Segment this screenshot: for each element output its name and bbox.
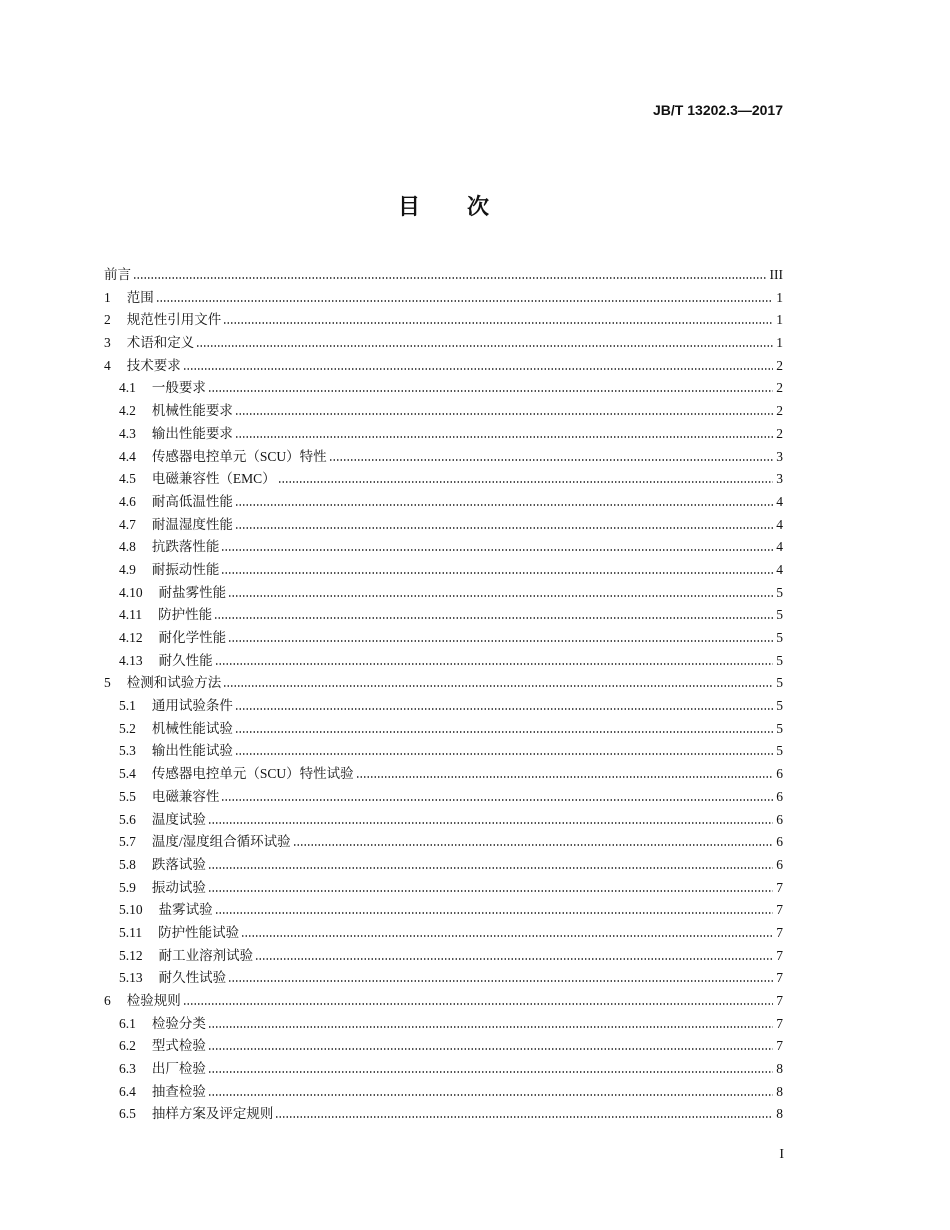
toc-entry-title: 前言 <box>104 267 131 282</box>
toc-entry-number: 6.3 <box>119 1061 136 1077</box>
toc-dot-leader <box>208 822 773 824</box>
toc-entry-title: 检验规则 <box>126 993 181 1008</box>
toc-entry-number: 4.11 <box>119 607 143 623</box>
toc-entry <box>104 967 783 990</box>
toc-dot-leader <box>208 1071 773 1073</box>
toc-entry <box>104 536 783 559</box>
toc-entry-title: 输出性能要求 <box>151 425 233 441</box>
toc-dot-leader <box>329 459 774 461</box>
toc-entry-page: 5 <box>776 698 783 714</box>
toc-entry-number: 4.9 <box>119 561 136 577</box>
toc-entry-title: 出厂检验 <box>151 1061 206 1077</box>
toc-entry-title: 输出性能试验 <box>151 743 233 759</box>
toc-entry <box>104 309 783 332</box>
toc-entry-page: 8 <box>776 1106 783 1122</box>
toc-dot-leader <box>215 663 774 665</box>
toc-entry-number: 1 <box>104 289 111 305</box>
toc-entry-number: 3 <box>104 335 111 351</box>
toc-dot-leader <box>356 776 774 778</box>
toc-entry-page: 7 <box>776 947 783 963</box>
toc-dot-leader <box>228 595 773 597</box>
toc-entry-title: 技术要求 <box>126 357 181 373</box>
toc-entry <box>104 786 783 809</box>
toc-entry-number: 6.5 <box>119 1106 136 1122</box>
toc-entry-number: 4.7 <box>119 516 136 532</box>
toc-entry-page: 4 <box>776 516 783 532</box>
toc-dot-leader <box>208 1048 773 1050</box>
toc-entry-number: 4 <box>104 357 111 373</box>
toc-entry-number: 5.2 <box>119 720 136 736</box>
toc-entry-number: 6 <box>104 993 111 1008</box>
toc-entry <box>104 809 783 832</box>
toc-entry-number: 4.10 <box>119 584 143 600</box>
toc-dot-leader <box>208 390 773 392</box>
toc-dot-leader <box>255 958 773 960</box>
toc-entry-page: 4 <box>776 561 783 577</box>
toc-entry-title: 传感器电控单元（SCU）特性试验 <box>151 766 354 782</box>
page-title-char-2: 次 <box>467 195 490 220</box>
toc-entry <box>104 582 783 605</box>
toc-dot-leader <box>221 799 773 801</box>
toc-entry-number: 5.1 <box>119 698 136 714</box>
toc-dot-leader <box>214 617 773 619</box>
toc-dot-leader <box>208 890 773 892</box>
toc-entry-page: 5 <box>776 607 783 623</box>
toc-entry-number: 4.6 <box>119 493 136 509</box>
toc-entry-number: 5.8 <box>119 856 136 872</box>
toc-entry-page: 4 <box>776 493 783 509</box>
toc-entry-title: 耐盐雾性能 <box>158 584 227 600</box>
toc-entry <box>104 695 783 718</box>
toc-entry-number: 4.4 <box>119 448 136 464</box>
toc-entry <box>104 468 783 491</box>
toc-entry <box>104 740 783 763</box>
toc-entry <box>104 627 783 650</box>
toc-entry <box>104 423 783 446</box>
toc-entry-title: 电磁兼容性（EMC） <box>151 471 276 487</box>
toc-entry-title: 通用试验条件 <box>151 698 233 714</box>
toc-dot-leader <box>221 572 773 574</box>
toc-entry-page: 5 <box>776 630 783 645</box>
toc-entry-number: 4.2 <box>119 403 136 419</box>
toc-entry-title: 术语和定义 <box>126 335 195 351</box>
toc-entry-number: 6.2 <box>119 1038 136 1054</box>
toc-entry-number: 5.9 <box>119 879 136 895</box>
toc-entry <box>104 922 783 945</box>
toc-entry-number: 5 <box>104 675 111 691</box>
toc-entry <box>104 899 783 922</box>
toc-entry-number: 5.13 <box>119 970 143 986</box>
toc-entry-number: 5.12 <box>119 947 143 963</box>
toc-entry-title: 耐高低温性能 <box>151 493 233 509</box>
toc-entry <box>104 763 783 786</box>
toc-entry-page: 2 <box>776 403 783 419</box>
toc-entry <box>104 332 783 355</box>
toc-entry <box>104 650 783 673</box>
toc-entry-title: 一般要求 <box>151 380 206 396</box>
toc-entry-title: 跌落试验 <box>151 856 206 872</box>
toc-entry <box>104 264 783 287</box>
toc-entry <box>104 377 783 400</box>
toc-entry-title: 抽查检验 <box>151 1083 206 1099</box>
toc-entry-title: 盐雾试验 <box>158 902 213 918</box>
toc-entry <box>104 672 783 695</box>
toc-entry-page: 8 <box>776 1083 783 1099</box>
toc-entry-page: 2 <box>776 425 783 441</box>
toc-entry-page: 1 <box>776 289 783 305</box>
toc-entry-title: 振动试验 <box>151 879 206 895</box>
toc-dot-leader <box>235 753 773 755</box>
standard-code: JB/T 13202.3—2017 <box>653 102 783 118</box>
toc-entry <box>104 990 783 1013</box>
page-title <box>104 194 783 222</box>
toc-entry-number: 5.5 <box>119 788 136 804</box>
toc-entry-number: 5.4 <box>119 766 136 782</box>
toc-entry-title: 温度/湿度组合循环试验 <box>151 834 291 850</box>
toc-dot-leader <box>235 413 773 415</box>
toc-entry-number: 5.7 <box>119 834 136 850</box>
toc-entry <box>104 491 783 514</box>
toc-dot-leader <box>196 345 773 347</box>
toc-dot-leader <box>208 867 773 869</box>
toc-entry-title: 耐久性试验 <box>158 970 227 986</box>
toc-entry-number: 5.6 <box>119 811 136 827</box>
page-title-char-1: 目 <box>397 195 420 220</box>
toc-entry-page: 5 <box>776 720 783 736</box>
toc-dot-leader <box>228 980 773 982</box>
toc-entry <box>104 604 783 627</box>
toc-entry <box>104 854 783 877</box>
toc-entry-number: 4.8 <box>119 539 136 555</box>
toc-entry-page: 1 <box>776 335 783 351</box>
toc-dot-leader <box>235 436 773 438</box>
toc-entry-number: 4.3 <box>119 425 136 441</box>
toc-dot-leader <box>228 640 773 642</box>
toc-dot-leader <box>241 935 773 937</box>
toc-entry-title: 型式检验 <box>151 1038 206 1054</box>
toc-entry-page: 5 <box>776 675 783 691</box>
toc-dot-leader <box>235 504 773 506</box>
toc-dot-leader <box>183 368 774 370</box>
toc-entry <box>104 400 783 423</box>
toc-entry <box>104 718 783 741</box>
toc-entry-page: 6 <box>776 834 783 850</box>
toc-entry-page: 6 <box>776 811 783 827</box>
toc-entry-number: 6.1 <box>119 1015 136 1031</box>
toc-entry-page: 6 <box>776 766 783 782</box>
toc-entry-page: 3 <box>776 448 783 464</box>
toc-dot-leader <box>235 527 773 529</box>
toc-entry-title: 机械性能要求 <box>151 403 233 419</box>
toc-entry-title: 耐振动性能 <box>151 561 220 577</box>
toc-entry-title: 耐久性能 <box>158 652 213 668</box>
toc-entry-title: 范围 <box>126 289 154 305</box>
toc-entry <box>104 559 783 582</box>
toc-dot-leader <box>235 731 773 733</box>
toc-entry-page: III <box>769 267 783 282</box>
toc-entry-title: 抗跌落性能 <box>151 539 220 555</box>
toc-entry-number: 6.4 <box>119 1083 136 1099</box>
toc-entry-page: 7 <box>776 993 783 1008</box>
toc-dot-leader <box>235 708 773 710</box>
toc-entry <box>104 945 783 968</box>
toc-entry-page: 7 <box>776 902 783 918</box>
toc-entry-title: 温度试验 <box>151 811 206 827</box>
toc-entry-title: 传感器电控单元（SCU）特性 <box>151 448 327 464</box>
toc-entry <box>104 877 783 900</box>
toc-entry <box>104 1081 783 1104</box>
toc-entry-number: 4.1 <box>119 380 136 396</box>
toc-entry <box>104 1103 783 1126</box>
toc-entry-page: 5 <box>776 652 783 668</box>
toc-entry-page: 2 <box>776 357 783 373</box>
toc-entry-page: 7 <box>776 970 783 986</box>
toc-dot-leader <box>215 912 774 914</box>
toc-entry-number: 4.13 <box>119 652 143 668</box>
toc-entry-title: 抽样方案及评定规则 <box>151 1106 274 1122</box>
toc-entry-title: 规范性引用文件 <box>126 312 222 328</box>
toc-entry-title: 耐工业溶剂试验 <box>158 947 254 963</box>
toc-entry-number: 4.5 <box>119 471 136 487</box>
toc-entry-number: 5.11 <box>119 924 143 940</box>
toc-entry-page: 2 <box>776 380 783 396</box>
toc-list <box>104 264 783 1126</box>
toc-dot-leader <box>208 1094 773 1096</box>
toc-entry-page: 4 <box>776 539 783 555</box>
toc-entry-title: 电磁兼容性 <box>151 788 220 804</box>
toc-entry-page: 7 <box>776 1015 783 1031</box>
toc-dot-leader <box>223 322 773 324</box>
toc-entry-page: 7 <box>776 879 783 895</box>
toc-entry-page: 8 <box>776 1061 783 1077</box>
toc-dot-leader <box>208 1026 773 1028</box>
toc-entry-page: 7 <box>776 924 783 940</box>
toc-entry-page: 3 <box>776 471 783 487</box>
toc-entry-page: 5 <box>776 584 783 600</box>
toc-entry-page: 1 <box>776 312 783 328</box>
toc-entry-title: 防护性能 <box>158 607 213 623</box>
toc-entry <box>104 1058 783 1081</box>
toc-entry-number: 5.10 <box>119 902 143 918</box>
toc-entry-page: 5 <box>776 743 783 759</box>
toc-entry <box>104 1035 783 1058</box>
toc-entry <box>104 1013 783 1036</box>
toc-entry <box>104 355 783 378</box>
toc-entry <box>104 831 783 854</box>
toc-dot-leader <box>183 1003 774 1005</box>
toc-dot-leader <box>133 277 767 279</box>
toc-entry-page: 7 <box>776 1038 783 1054</box>
toc-entry-page: 6 <box>776 856 783 872</box>
toc-entry <box>104 446 783 469</box>
toc-dot-leader <box>223 685 773 687</box>
toc-entry-title: 耐温湿度性能 <box>151 516 233 532</box>
toc-entry-title: 检测和试验方法 <box>126 675 222 691</box>
toc-entry-number: 4.12 <box>119 630 143 645</box>
toc-entry-title: 耐化学性能 <box>158 630 227 645</box>
toc-entry-number: 2 <box>104 312 111 328</box>
toc-dot-leader <box>293 844 774 846</box>
toc-entry-title: 检验分类 <box>151 1015 206 1031</box>
toc-dot-leader <box>156 300 774 302</box>
footer-page-number: I <box>779 1147 784 1162</box>
toc-entry-title: 防护性能试验 <box>158 924 240 940</box>
toc-dot-leader <box>221 549 773 551</box>
toc-entry <box>104 514 783 537</box>
toc-dot-leader <box>278 481 774 483</box>
toc-dot-leader <box>275 1116 773 1118</box>
toc-entry-title: 机械性能试验 <box>151 720 233 736</box>
toc-entry-page: 6 <box>776 788 783 804</box>
toc-entry-number: 5.3 <box>119 743 136 759</box>
toc-entry <box>104 287 783 310</box>
